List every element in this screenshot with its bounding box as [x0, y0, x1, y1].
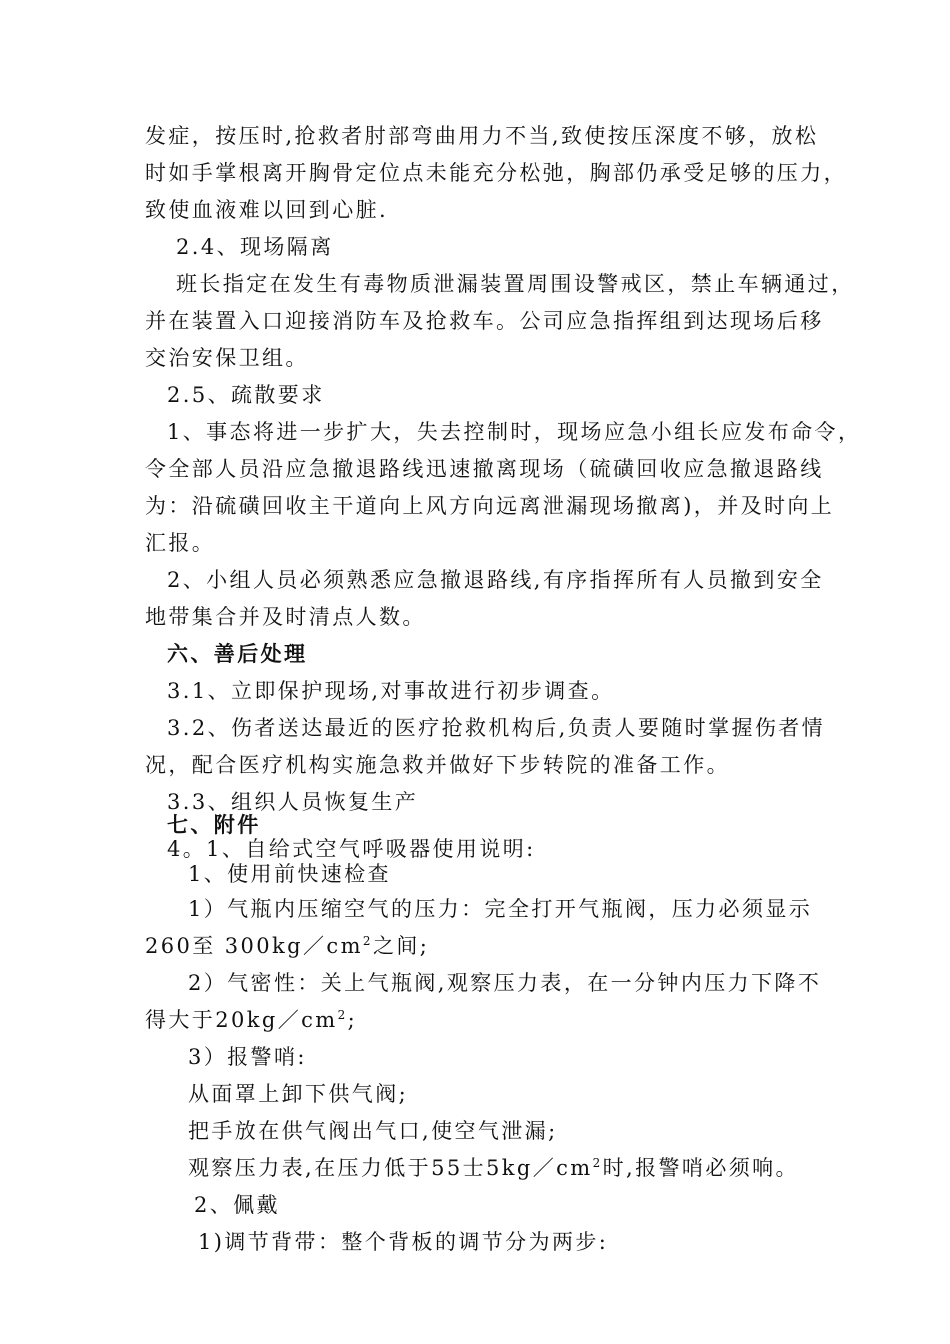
text-segment: 观察压力表,在压力低于55士5kg／cm: [188, 1156, 593, 1180]
text-line: 1、事态将进一步扩大，失去控制时，现场应急小组长应发布命令，: [167, 420, 862, 444]
superscript: 2: [592, 1156, 603, 1170]
section-heading: 2.4、现场隔离: [176, 235, 334, 259]
text-line: 把手放在供气阀出气口,使空气泄漏;: [188, 1119, 558, 1143]
text-line: 发症，按压时,抢救者肘部弯曲用力不当,致使按压深度不够，放松: [145, 124, 819, 148]
text-line: 3.3、组织人员恢复生产: [167, 790, 419, 814]
section-heading: 2.5、疏散要求: [167, 383, 325, 407]
text-line: 3.1、立即保护现场,对事故进行初步调查。: [167, 679, 615, 703]
text-line: 班长指定在发生有毒物质泄漏装置周围设警戒区，禁止车辆通过，: [176, 272, 855, 296]
text-line: 4。1、自给式空气呼吸器使用说明:: [167, 837, 536, 861]
text-line: 3）报警哨:: [188, 1045, 307, 1069]
text-segment: 得大于20kg／cm: [145, 1008, 338, 1032]
text-line: 1）气瓶内压缩空气的压力：完全打开气瓶阀，压力必须显示: [188, 897, 813, 921]
text-line: 时如手掌根离开胸骨定位点未能充分松弛，胸部仍承受足够的压力，: [145, 161, 847, 185]
text-line: 致使血液难以回到心脏.: [145, 198, 389, 222]
text-line: 3.2、伤者送达最近的医疗抢救机构后,负责人要随时掌握伤者情: [167, 716, 826, 740]
text-segment: 时,报警哨必须响。: [602, 1156, 799, 1180]
text-line: 交治安保卫组。: [145, 346, 309, 370]
text-line: 1)调节背带：整个背板的调节分为两步:: [198, 1230, 609, 1254]
superscript: 2: [337, 1008, 348, 1022]
text-segment: ;: [347, 1008, 358, 1032]
text-line: 2、小组人员必须熟悉应急撤退路线,有序指挥所有人员撤到安全: [167, 568, 824, 592]
text-line: [145, 931, 950, 961]
text-segment: 之间;: [372, 934, 430, 958]
section-heading: 2、佩戴: [194, 1193, 280, 1217]
text-line: 令全部人员沿应急撤退路线迅速撤离现场（硫磺回收应急撤退路线: [145, 457, 824, 481]
text-line: 汇报。: [145, 531, 216, 555]
section-heading: 1、使用前快速检查: [188, 862, 391, 886]
text-line: [188, 1153, 950, 1183]
chapter-heading: 七、附件: [167, 812, 261, 837]
superscript: 2: [362, 934, 373, 948]
text-line: 况，配合医疗机构实施急救并做好下步转院的准备工作。: [145, 753, 730, 777]
chapter-heading: 六、善后处理: [167, 641, 308, 666]
text-line: 为：沿硫磺回收主干道向上风方向远离泄漏现场撤离)，并及时向上: [145, 494, 835, 518]
text-line: 并在装置入口迎接消防车及抢救车。公司应急指挥组到达现场后移: [145, 309, 824, 333]
text-line: [145, 1005, 950, 1035]
text-line: 地带集合并及时清点人数。: [145, 605, 426, 629]
text-segment: 260至 300kg／cm: [145, 934, 363, 958]
text-line: 从面罩上卸下供气阀;: [188, 1082, 409, 1106]
text-line: 2）气密性：关上气瓶阀,观察压力表，在一分钟内压力下降不: [188, 971, 822, 995]
